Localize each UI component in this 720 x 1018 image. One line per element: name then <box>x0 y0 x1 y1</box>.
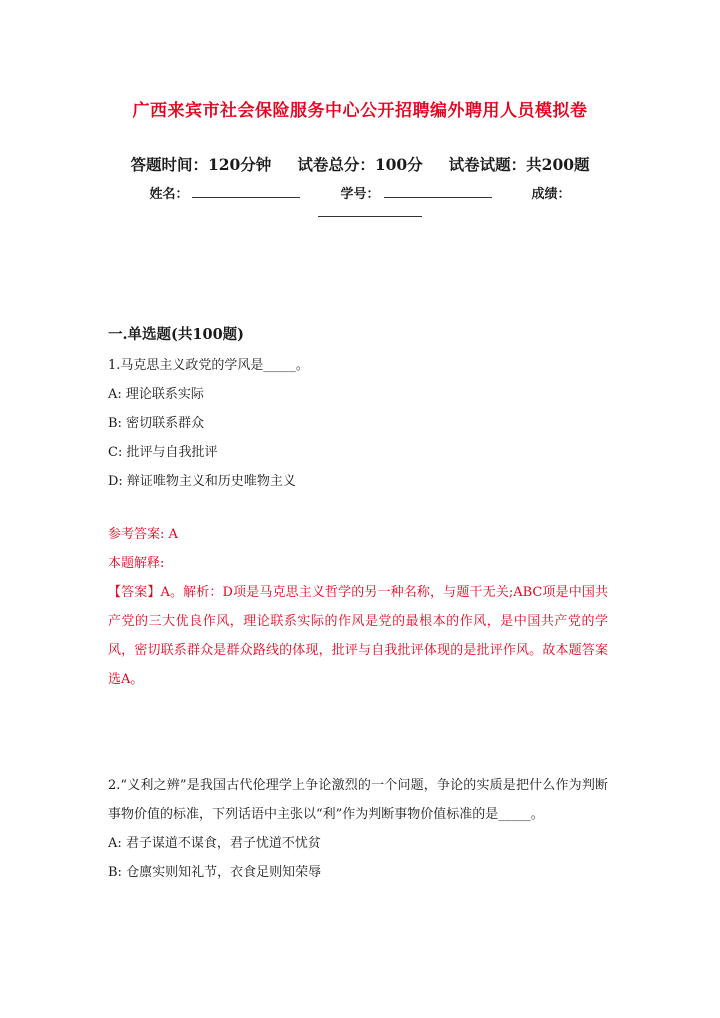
reference-answer: 参考答案: A <box>108 527 178 542</box>
exam-question-count: 试卷试题：共200题 <box>448 155 590 174</box>
option-b: B: 密切联系群众 <box>108 416 205 431</box>
answer-block-1 <box>108 520 608 694</box>
explanation-text: 【答案】A。解析：D项是马克思主义哲学的另一种名称，与题干无关;ABC项是中国共产党的三大优良作风，理论联系实际的作风是党的最根本的作风，是中国共产党的学风，密切联系群众是群众路线的体现，批评与自我批评体现的是批评作风。故本题答案选A。 <box>108 585 608 687</box>
question-2 <box>108 771 608 887</box>
score-blank <box>318 204 422 217</box>
option-b: B: 仓廪实则知礼节，衣食足则知荣辱 <box>108 865 322 880</box>
explanation-label: 本题解释: <box>108 556 165 571</box>
exam-total-score: 试卷总分：100分 <box>297 155 423 174</box>
option-a: A: 君子谋道不谋食，君子忧道不忧贫 <box>108 836 321 851</box>
option-a: A: 理论联系实际 <box>108 387 204 402</box>
section-heading: 一.单选题(共100题) <box>108 326 245 343</box>
name-blank <box>192 185 300 198</box>
question-1 <box>108 351 608 496</box>
student-id-label: 学号： <box>340 187 380 202</box>
option-d: D: 辩证唯物主义和历史唯物主义 <box>108 474 296 489</box>
exam-time: 答题时间：120分钟 <box>130 155 272 174</box>
exam-info <box>0 153 720 175</box>
question-text: 1.马克思主义政党的学风是_____。 <box>108 358 309 373</box>
page-title: 广西来宾市社会保险服务中心公开招聘编外聘用人员模拟卷 <box>132 101 588 121</box>
candidate-info <box>0 183 720 202</box>
question-text: 2.“义利之辨”是我国古代伦理学上争论激烈的一个问题，争论的实质是把什么作为判断事物价值的标准，下列话语中主张以“利”作为判断事物价值标准的是_____。 <box>108 778 608 822</box>
option-c: C: 批评与自我批评 <box>108 445 218 460</box>
student-id-blank <box>384 185 492 198</box>
score-label: 成绩： <box>531 187 571 202</box>
name-label: 姓名： <box>149 187 189 202</box>
